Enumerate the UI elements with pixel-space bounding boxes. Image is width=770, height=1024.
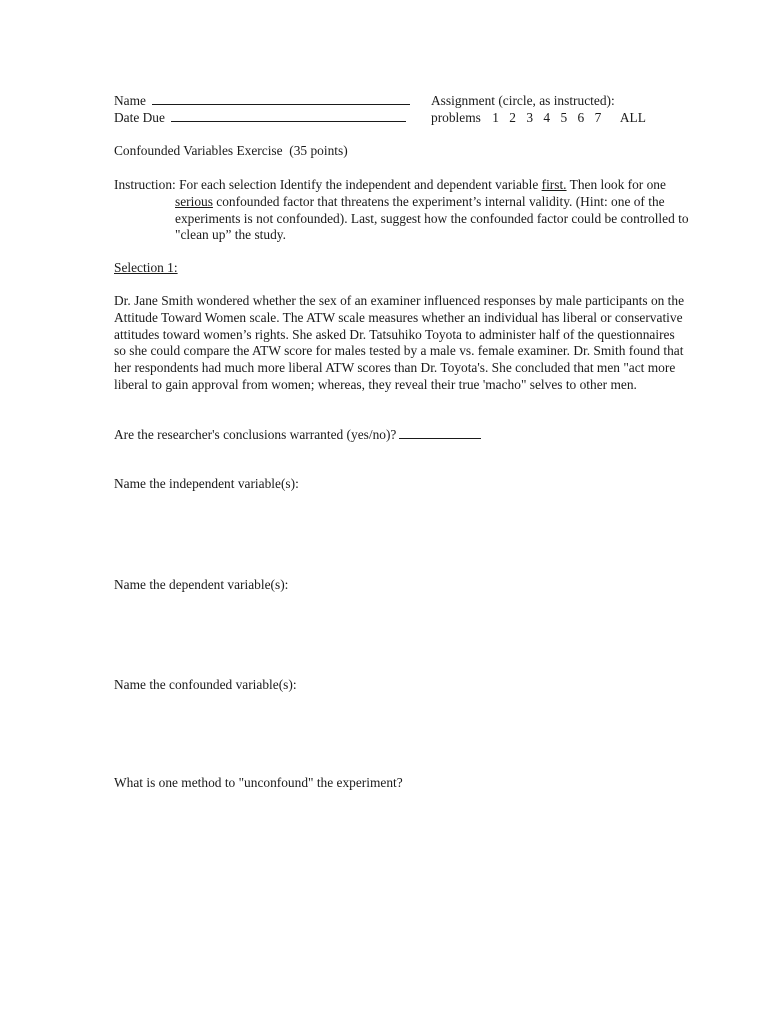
passage-line: her respondents had much more liberal ATW scores than Dr. Toyota's. She concluded that men "act more <box>114 360 676 376</box>
name-label: Name <box>114 93 146 108</box>
date-due-label: Date Due <box>114 110 165 125</box>
question-confounded-variable: Name the confounded variable(s): <box>114 677 297 692</box>
instruction-line-1 <box>114 177 714 194</box>
instruction-line-2-rest: confounded factor that threatens the experiment’s internal validity. (Hint: one of the <box>212 193 665 209</box>
question-warranted-text: Are the researcher's conclusions warranted (yes/no)? <box>114 427 397 442</box>
passage-line: liberal to gain approval from women; whereas, they reveal their true 'macho" selves to other men. <box>114 376 637 392</box>
problems-row <box>431 110 646 127</box>
passage-line: Attitude Toward Women scale. The ATW scale measures whether an individual has liberal or conservative <box>114 309 683 325</box>
assignment-block <box>431 93 646 127</box>
problem-number-7[interactable]: 7 <box>594 109 602 125</box>
instruction-line-4: "clean up” the study. <box>175 227 286 243</box>
passage-line: so she could compare the ATW score for males tested by a male vs. female examiner. Dr. Smith found that <box>114 343 684 359</box>
assignment-label: Assignment (circle, as instructed): <box>431 93 615 108</box>
problem-number-6[interactable]: 6 <box>577 109 585 125</box>
name-row <box>114 93 410 110</box>
question-dependent-variable: Name the dependent variable(s): <box>114 577 289 592</box>
instruction-first-emphasis: first. <box>541 177 567 192</box>
student-info-block <box>114 93 410 127</box>
problems-label: problems <box>431 109 481 125</box>
question-independent-variable: Name the independent variable(s): <box>114 476 299 491</box>
exercise-title: Confounded Variables Exercise (35 points) <box>114 143 348 158</box>
selection-heading: Selection 1: <box>114 260 178 275</box>
problem-number-2[interactable]: 2 <box>509 109 516 125</box>
date-due-blank-line[interactable] <box>171 110 406 122</box>
question-unconfound-method: What is one method to "unconfound" the experiment? <box>114 775 403 790</box>
passage-line: Dr. Jane Smith wondered whether the sex of an examiner influenced responses by male participants on the <box>114 293 685 308</box>
selection-passage <box>114 293 684 394</box>
date-due-row <box>114 110 410 127</box>
name-blank-line[interactable] <box>152 93 410 105</box>
instruction-line-3: experiments is not confounded). Last, suggest how the confounded factor could be controlled to <box>175 210 689 226</box>
problem-number-1[interactable]: 1 <box>492 109 499 125</box>
question-warranted <box>114 427 481 444</box>
instruction-block <box>114 177 714 244</box>
instruction-after-first: Then look for one <box>566 177 666 192</box>
instruction-serious-emphasis: serious <box>175 193 213 209</box>
instruction-prefix: Instruction: For each selection Identify the independent and dependent variable <box>114 177 542 192</box>
problem-number-5[interactable]: 5 <box>560 109 568 125</box>
instruction-line-2 <box>114 194 714 211</box>
problem-number-3[interactable]: 3 <box>526 109 534 125</box>
problem-number-4[interactable]: 4 <box>543 109 551 125</box>
passage-line: attitudes toward women’s rights. She asked Dr. Tatsuhiko Toyota to administer half of the questionnaires <box>114 326 675 342</box>
problem-all[interactable]: ALL <box>619 109 646 125</box>
warranted-answer-line[interactable] <box>399 427 481 439</box>
